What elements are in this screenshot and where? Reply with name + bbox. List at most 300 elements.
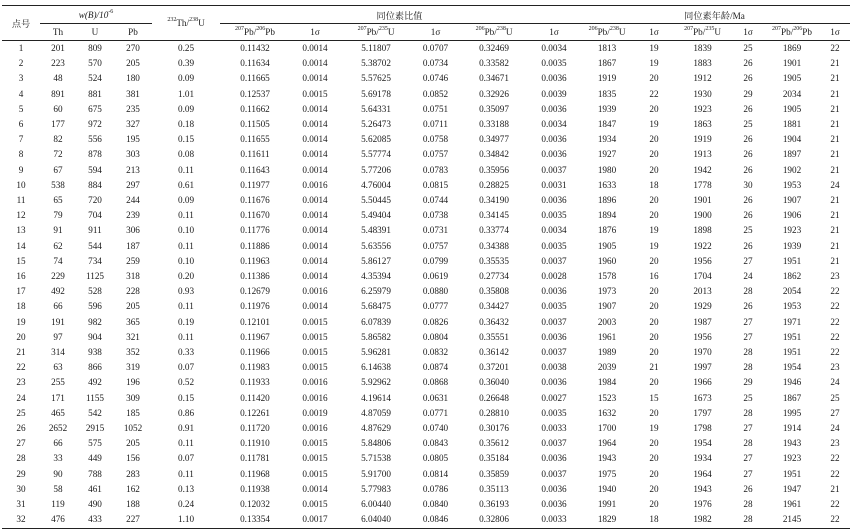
ratio-pb207-pb206-cell: 0.12032 bbox=[240, 499, 270, 510]
th-cell: 191 bbox=[51, 316, 65, 327]
sigma-cell: 0.0034 bbox=[541, 43, 567, 53]
table-row bbox=[2, 87, 850, 102]
ratio-pb207-pb206-cell: 0.12101 bbox=[240, 316, 270, 327]
u-cell: 524 bbox=[88, 73, 102, 84]
ratio-pb206-u238-cell: 0.33582 bbox=[479, 58, 509, 69]
ratio-pb207-u235-cell: 5.77206 bbox=[361, 164, 391, 175]
sigma-cell: 0.0036 bbox=[541, 134, 567, 145]
sigma-cell: 21 bbox=[830, 134, 840, 145]
age-pb207-u235-cell: 1912 bbox=[693, 73, 712, 84]
sigma-cell: 28 bbox=[743, 347, 753, 358]
age-pb207-pb206-cell: 1961 bbox=[782, 499, 802, 510]
table-row bbox=[2, 193, 850, 208]
pb-cell: 235 bbox=[126, 103, 140, 114]
sigma-cell: 16 bbox=[649, 271, 659, 282]
ratio-pb207-u235-cell: 5.11807 bbox=[361, 43, 391, 53]
sigma-cell: 22 bbox=[830, 499, 840, 510]
sigma-cell: 20 bbox=[649, 301, 659, 312]
u-cell: 2915 bbox=[85, 423, 105, 434]
ratio-pb206-u238-cell: 0.33774 bbox=[479, 225, 509, 236]
ratio-pb207-u235-cell: 5.86127 bbox=[361, 255, 391, 266]
age-pb206-u238-cell: 1980 bbox=[597, 164, 617, 175]
th-u-ratio-cell: 0.10 bbox=[177, 225, 195, 236]
sigma-cell: 0.0016 bbox=[302, 423, 328, 434]
age-pb207-u235-cell: 1863 bbox=[693, 119, 712, 130]
age-pb206-u238-cell: 1829 bbox=[579, 512, 635, 528]
table-row bbox=[2, 360, 850, 375]
table-row bbox=[2, 451, 850, 466]
ratio-pb207-pb206-cell: 0.11386 bbox=[240, 271, 270, 282]
sigma-cell: 0.0014 bbox=[302, 225, 328, 236]
sigma-cell: 0.0631 bbox=[422, 392, 449, 403]
table-row bbox=[2, 421, 850, 436]
u-cell: 490 bbox=[88, 499, 102, 510]
sigma-cell: 0.0015 bbox=[302, 468, 328, 479]
sigma-cell: 21 bbox=[830, 225, 840, 236]
point-cell: 22 bbox=[16, 362, 26, 373]
u-cell: 528 bbox=[88, 286, 102, 297]
point-cell: 5 bbox=[18, 103, 24, 114]
th-cell: 201 bbox=[51, 43, 65, 53]
age-pb207-u235-header: $^{207}$Pb/$^{235}$U bbox=[673, 24, 732, 41]
th-u-ratio-cell: 0.11 bbox=[178, 210, 194, 221]
th-u-ratio-cell: 1.01 bbox=[177, 88, 195, 99]
sigma-cell: 26 bbox=[743, 195, 753, 206]
point-cell: 26 bbox=[16, 423, 26, 434]
sigma-cell: 24 bbox=[743, 271, 753, 282]
ratio-pb207-u235-cell: 4.76004 bbox=[361, 179, 391, 190]
sigma-cell: 0.0039 bbox=[541, 88, 567, 99]
age-pb207-u235-cell: 1982 bbox=[673, 512, 732, 528]
pb-cell: 297 bbox=[126, 179, 140, 190]
sigma-cell: 19 bbox=[649, 58, 659, 69]
u-cell: 433 bbox=[76, 512, 114, 528]
th-cell: 91 bbox=[53, 225, 63, 236]
sigma-cell: 27 bbox=[743, 255, 753, 266]
th-u-ratio-cell: 0.24 bbox=[177, 499, 195, 510]
sigma-cell: 21 bbox=[830, 73, 840, 84]
pb-cell: 195 bbox=[126, 134, 140, 145]
th-header: Th bbox=[40, 24, 76, 41]
ratio-pb207-pb206-cell: 0.11977 bbox=[240, 179, 270, 190]
sigma-cell: 21 bbox=[830, 195, 840, 206]
pb-cell: 205 bbox=[126, 301, 140, 312]
point-cell: 31 bbox=[16, 499, 26, 510]
th-u-ratio-cell: 0.08 bbox=[177, 149, 195, 160]
ratio-pb207-pb206-cell: 0.11676 bbox=[240, 195, 270, 206]
ratio-pb207-u235-cell: 6.00440 bbox=[361, 499, 391, 510]
ratio-pb207-pb206-cell: 0.11938 bbox=[240, 483, 270, 494]
th-cell: 74 bbox=[53, 255, 63, 266]
age-pb207-u235-cell: 1964 bbox=[693, 468, 712, 479]
u-cell: 788 bbox=[88, 468, 102, 479]
pb-cell: 244 bbox=[126, 195, 140, 206]
th-cell: 48 bbox=[53, 73, 63, 84]
sigma-cell: 25 bbox=[743, 43, 753, 53]
sigma-cell: 0.0016 bbox=[302, 179, 328, 190]
ratio-pb207-u235-cell: 6.07839 bbox=[361, 316, 391, 327]
th-u-ratio-cell: 0.18 bbox=[177, 119, 195, 130]
ratio-pb207-u235-cell: 6.14638 bbox=[361, 362, 391, 373]
sigma-cell: 0.0014 bbox=[302, 164, 328, 175]
sigma-cell: 0.0037 bbox=[541, 316, 567, 327]
table-row bbox=[2, 163, 850, 178]
age-pb207-u235-cell: 1954 bbox=[693, 438, 712, 449]
age-pb206-u238-cell: 2003 bbox=[597, 316, 617, 327]
table-row bbox=[2, 436, 850, 451]
age-pb207-pb206-cell: 1862 bbox=[782, 271, 802, 282]
age-pb207-pb206-cell: 1953 bbox=[782, 179, 802, 190]
sigma-cell: 27 bbox=[743, 453, 753, 464]
point-cell: 32 bbox=[2, 512, 40, 528]
ratio-pb207-u235-header: $^{207}$Pb/$^{235}$U bbox=[340, 24, 412, 41]
th-u-ratio-cell: 0.93 bbox=[177, 286, 195, 297]
sigma-cell: 0.0840 bbox=[422, 499, 449, 510]
th-u-ratio-cell: 1.10 bbox=[152, 512, 220, 528]
sigma-cell: 0.0036 bbox=[541, 103, 567, 114]
age-pb207-pb206-cell: 1904 bbox=[782, 134, 802, 145]
th-cell: 314 bbox=[51, 347, 65, 358]
sigma-cell: 26 bbox=[743, 134, 753, 145]
age-pb207-pb206-cell: 1995 bbox=[782, 407, 802, 418]
point-cell: 29 bbox=[16, 468, 26, 479]
ratio-pb207-pb206-cell: 0.11968 bbox=[240, 468, 270, 479]
sigma-cell: 28 bbox=[732, 512, 764, 528]
sigma-cell: 0.0019 bbox=[302, 407, 328, 418]
ratio-pb207-u235-cell: 5.69178 bbox=[361, 88, 391, 99]
ratio-pb207-u235-cell: 5.86582 bbox=[361, 331, 391, 342]
ratio-pb206-u238-cell: 0.36142 bbox=[479, 347, 509, 358]
age-pb206-u238-cell: 1989 bbox=[597, 347, 617, 358]
age-pb207-pb206-cell: 2034 bbox=[782, 88, 802, 99]
sigma-cell: 0.0751 bbox=[422, 103, 449, 114]
sigma-cell: 29 bbox=[743, 377, 753, 388]
pb-cell: 270 bbox=[126, 43, 140, 53]
ratio-pb207-u235-cell: 5.48391 bbox=[361, 225, 391, 236]
sigma-cell: 0.0707 bbox=[422, 43, 449, 53]
sigma-cell: 0.0014 bbox=[302, 119, 328, 130]
sigma-cell: 0.0757 bbox=[422, 149, 449, 160]
point-cell: 21 bbox=[16, 347, 26, 358]
sigma-cell: 0.0014 bbox=[302, 301, 328, 312]
sigma-cell: 0.0038 bbox=[541, 362, 567, 373]
isotope-age-group-header: 同位素年龄/Ma bbox=[579, 6, 850, 24]
age-pb207-u235-cell: 1956 bbox=[693, 255, 712, 266]
table-row bbox=[2, 41, 850, 57]
ratio-pb207-pb206-cell: 0.11886 bbox=[240, 240, 270, 251]
table-row bbox=[2, 71, 850, 86]
sigma-cell: 22 bbox=[820, 512, 850, 528]
sigma-cell: 22 bbox=[830, 468, 840, 479]
age-pb207-u235-cell: 1930 bbox=[693, 88, 712, 99]
u-cell: 596 bbox=[88, 301, 102, 312]
sigma-cell: 0.0015 bbox=[302, 88, 328, 99]
age-pb207-u235-cell: 1976 bbox=[693, 499, 712, 510]
u-cell: 544 bbox=[88, 240, 102, 251]
ratio-pb207-pb206-cell: 0.11967 bbox=[240, 331, 270, 342]
sigma-cell: 20 bbox=[649, 331, 659, 342]
pb-cell: 319 bbox=[126, 362, 140, 373]
sigma-cell: 0.0832 bbox=[422, 347, 449, 358]
th-cell: 62 bbox=[53, 240, 63, 251]
table-row bbox=[2, 117, 850, 132]
sigma-cell: 20 bbox=[649, 195, 659, 206]
sigma-cell: 23 bbox=[830, 271, 840, 282]
age-pb207-u235-cell: 1970 bbox=[693, 347, 712, 358]
age-pb207-u235-cell: 1778 bbox=[693, 179, 712, 190]
table-row bbox=[2, 223, 850, 238]
ratio-pb207-u235-cell: 5.92962 bbox=[361, 377, 391, 388]
u-cell: 449 bbox=[88, 453, 102, 464]
sigma-cell: 0.0014 bbox=[302, 240, 328, 251]
ratio-pb206-u238-cell: 0.30176 bbox=[479, 423, 509, 434]
th-cell: 229 bbox=[51, 271, 65, 282]
ratio-pb206-u238-cell: 0.36193 bbox=[479, 499, 509, 510]
sigma-cell: 0.0799 bbox=[422, 255, 449, 266]
ratio-pb207-pb206-cell: 0.13354 bbox=[220, 512, 290, 528]
sigma-cell: 21 bbox=[830, 103, 840, 114]
sigma-cell: 20 bbox=[649, 377, 659, 388]
ratio-pb206-u238-cell: 0.35097 bbox=[479, 103, 509, 114]
ratio-pb206-u238-cell: 0.35859 bbox=[479, 468, 509, 479]
ratio-pb207-pb206-cell: 0.12679 bbox=[240, 286, 270, 297]
point-cell: 12 bbox=[16, 210, 26, 221]
sigma-cell: 20 bbox=[649, 438, 659, 449]
sigma-cell: 0.0880 bbox=[422, 286, 449, 297]
age-pb207-pb206-cell: 1943 bbox=[782, 438, 802, 449]
th-cell: 66 bbox=[53, 438, 63, 449]
sigma-cell: 28 bbox=[743, 438, 753, 449]
sigma-cell: 0.0034 bbox=[541, 225, 567, 236]
th-cell: 65 bbox=[53, 195, 63, 206]
sigma-cell: 19 bbox=[649, 423, 659, 434]
u-cell: 1125 bbox=[85, 271, 105, 282]
age-pb206-u238-cell: 1700 bbox=[597, 423, 617, 434]
th-cell: 538 bbox=[51, 179, 65, 190]
pb-cell: 365 bbox=[126, 316, 140, 327]
ratio-pb207-pb206-cell: 0.11611 bbox=[240, 149, 270, 160]
table-body bbox=[2, 41, 850, 529]
sigma-cell: 0.0028 bbox=[541, 271, 567, 282]
age-pb206-u238-cell: 1927 bbox=[597, 149, 617, 160]
sigma-cell: 28 bbox=[743, 407, 753, 418]
age-pb206-u238-cell: 1632 bbox=[597, 407, 617, 418]
sigma-cell: 0.0036 bbox=[541, 499, 567, 510]
age-pb206-u238-cell: 1964 bbox=[597, 438, 617, 449]
pb-header: Pb bbox=[114, 24, 152, 41]
pb-cell: 327 bbox=[126, 119, 140, 130]
age-pb207-pb206-cell: 1901 bbox=[782, 58, 802, 69]
th-u-ratio-cell: 0.09 bbox=[177, 195, 195, 206]
sigma-cell: 0.0036 bbox=[541, 149, 567, 160]
sigma-cell: 24 bbox=[830, 179, 840, 190]
sigma-cell: 0.0757 bbox=[422, 240, 449, 251]
sigma-cell: 0.0874 bbox=[422, 362, 449, 373]
sigma-cell: 21 bbox=[830, 240, 840, 251]
th-u-ratio-cell: 0.10 bbox=[177, 255, 195, 266]
sigma-cell: 0.0035 bbox=[541, 240, 567, 251]
age-pb207-pb206-cell: 1951 bbox=[782, 255, 802, 266]
pb-cell: 259 bbox=[126, 255, 140, 266]
point-cell: 13 bbox=[16, 225, 26, 236]
ratio-pb206-u238-cell: 0.28810 bbox=[479, 407, 509, 418]
u-cell: 556 bbox=[88, 134, 102, 145]
ratio-pb206-u238-cell: 0.26648 bbox=[479, 392, 509, 403]
age-pb207-u235-cell: 2013 bbox=[693, 286, 712, 297]
sigma-cell: 0.0027 bbox=[541, 392, 567, 403]
sigma-cell: 0.0015 bbox=[302, 438, 328, 449]
sigma-cell: 0.0034 bbox=[541, 119, 567, 130]
th-cell: 119 bbox=[51, 499, 65, 510]
ratio-pb207-u235-cell: 4.87629 bbox=[361, 423, 391, 434]
ratio-pb207-u235-cell: 5.91700 bbox=[361, 468, 391, 479]
sigma-cell: 19 bbox=[649, 225, 659, 236]
age-pb206-u238-cell: 1847 bbox=[597, 119, 617, 130]
pb-cell: 185 bbox=[126, 407, 140, 418]
sigma-cell: 0.0786 bbox=[422, 483, 449, 494]
pb-cell: 156 bbox=[126, 453, 140, 464]
sigma-cell: 22 bbox=[830, 331, 840, 342]
u-cell: 734 bbox=[88, 255, 102, 266]
sigma-cell: 0.0014 bbox=[302, 255, 328, 266]
table-row bbox=[2, 375, 850, 390]
sigma-cell: 0.0014 bbox=[302, 149, 328, 160]
sigma-cell: 24 bbox=[830, 377, 840, 388]
th-cell: 63 bbox=[53, 362, 63, 373]
sigma-cell: 0.0711 bbox=[423, 119, 448, 130]
u-cell: 542 bbox=[88, 407, 102, 418]
pb-cell: 239 bbox=[126, 210, 140, 221]
age-pb206-u238-cell: 1961 bbox=[597, 331, 617, 342]
point-cell: 30 bbox=[16, 483, 26, 494]
table-row bbox=[2, 391, 850, 406]
ratio-pb207-u235-cell: 5.84806 bbox=[361, 438, 391, 449]
pb-cell: 321 bbox=[126, 331, 140, 342]
sigma-cell: 0.0036 bbox=[541, 377, 567, 388]
age-pb207-pb206-cell: 1947 bbox=[782, 483, 802, 494]
sigma-cell: 27 bbox=[743, 331, 753, 342]
th-cell: 492 bbox=[51, 286, 65, 297]
ratio-pb207-pb206-cell: 0.11781 bbox=[240, 453, 270, 464]
sigma-header: 1σ bbox=[529, 24, 579, 41]
ratio-pb207-pb206-cell: 0.11665 bbox=[240, 73, 270, 84]
th-cell: 255 bbox=[51, 377, 65, 388]
u-cell: 809 bbox=[88, 43, 102, 53]
age-pb207-pb206-cell: 2145 bbox=[764, 512, 820, 528]
pb-cell: 227 bbox=[114, 512, 152, 528]
th-cell: 72 bbox=[53, 149, 63, 160]
sigma-cell: 25 bbox=[743, 392, 753, 403]
sigma-cell: 22 bbox=[830, 43, 840, 53]
point-cell: 8 bbox=[18, 149, 24, 160]
pb-cell: 196 bbox=[126, 377, 140, 388]
sigma-cell: 20 bbox=[649, 316, 659, 327]
age-pb206-u238-cell: 1896 bbox=[597, 195, 617, 206]
ratio-pb207-u235-cell: 5.96281 bbox=[361, 347, 391, 358]
ratio-pb207-pb206-cell: 0.11963 bbox=[240, 255, 270, 266]
sigma-cell: 22 bbox=[830, 453, 840, 464]
table-row bbox=[2, 482, 850, 497]
ratio-pb207-pb206-cell: 0.11670 bbox=[240, 210, 270, 221]
sigma-cell: 20 bbox=[649, 149, 659, 160]
ratio-pb206-u238-cell: 0.37201 bbox=[479, 362, 509, 373]
u-cell: 675 bbox=[88, 103, 102, 114]
u-cell: 904 bbox=[88, 331, 102, 342]
sigma-cell: 0.0031 bbox=[541, 179, 567, 190]
sigma-cell: 0.0814 bbox=[422, 468, 449, 479]
sigma-cell: 0.0037 bbox=[541, 468, 567, 479]
age-pb207-pb206-cell: 1897 bbox=[782, 149, 802, 160]
ratio-pb207-u235-cell: 4.87059 bbox=[361, 407, 391, 418]
pb-cell: 187 bbox=[126, 240, 140, 251]
th-u-ratio-cell: 0.61 bbox=[177, 179, 195, 190]
age-pb207-pb206-cell: 1905 bbox=[782, 103, 802, 114]
sigma-cell: 0.0036 bbox=[541, 453, 567, 464]
sigma-cell: 0.0037 bbox=[541, 438, 567, 449]
age-pb207-u235-cell: 1673 bbox=[693, 392, 712, 403]
age-pb206-u238-cell: 1813 bbox=[597, 43, 617, 53]
sigma-cell: 0.0036 bbox=[541, 195, 567, 206]
age-pb206-u238-cell: 1973 bbox=[597, 286, 617, 297]
pb-cell: 188 bbox=[126, 499, 140, 510]
sigma-cell: 20 bbox=[649, 134, 659, 145]
sigma-header: 1σ bbox=[290, 24, 340, 41]
sigma-cell: 24 bbox=[830, 423, 840, 434]
sigma-cell: 20 bbox=[649, 103, 659, 114]
point-cell: 20 bbox=[16, 331, 26, 342]
u-cell: 911 bbox=[88, 225, 102, 236]
ratio-pb206-u238-cell: 0.34671 bbox=[479, 73, 509, 84]
sigma-cell: 19 bbox=[649, 240, 659, 251]
ratio-pb207-pb206-cell: 0.12537 bbox=[240, 88, 270, 99]
sigma-cell: 21 bbox=[649, 362, 659, 373]
pb-cell: 381 bbox=[126, 88, 140, 99]
th-cell: 67 bbox=[53, 164, 63, 175]
sigma-cell: 21 bbox=[830, 88, 840, 99]
ratio-pb207-u235-cell: 5.71538 bbox=[361, 453, 391, 464]
age-pb207-pb206-header: $^{207}$Pb/$^{206}$Pb bbox=[764, 24, 820, 41]
pb-cell: 180 bbox=[126, 73, 140, 84]
sigma-cell: 26 bbox=[743, 73, 753, 84]
th-u-ratio-cell: 0.39 bbox=[177, 58, 195, 69]
age-pb207-pb206-cell: 1954 bbox=[782, 362, 802, 373]
u-cell: 881 bbox=[88, 88, 102, 99]
ratio-pb206-u238-cell: 0.34427 bbox=[479, 301, 509, 312]
table-row bbox=[2, 299, 850, 314]
sigma-cell: 26 bbox=[743, 483, 753, 494]
th-u-ratio-header: $^{232}$Th/$^{238}$U bbox=[152, 6, 220, 41]
point-cell: 11 bbox=[16, 195, 26, 206]
sigma-cell: 27 bbox=[743, 468, 753, 479]
point-cell: 27 bbox=[16, 438, 26, 449]
ratio-pb207-u235-cell: 5.57625 bbox=[361, 73, 391, 84]
ratio-pb207-pb206-header: $^{207}$Pb/$^{206}$Pb bbox=[220, 24, 290, 41]
th-u-ratio-cell: 0.11 bbox=[178, 164, 194, 175]
ratio-pb207-pb206-cell: 0.11720 bbox=[240, 423, 270, 434]
sigma-cell: 0.0033 bbox=[529, 512, 579, 528]
sigma-cell: 0.0014 bbox=[302, 483, 328, 494]
age-pb207-u235-cell: 1798 bbox=[693, 423, 712, 434]
th-u-ratio-cell: 0.09 bbox=[177, 73, 195, 84]
sigma-cell: 21 bbox=[830, 210, 840, 221]
sigma-cell: 0.0036 bbox=[541, 483, 567, 494]
point-cell: 10 bbox=[16, 179, 26, 190]
sigma-cell: 0.0037 bbox=[541, 347, 567, 358]
age-pb206-u238-cell: 1919 bbox=[597, 73, 617, 84]
u-cell: 884 bbox=[88, 179, 102, 190]
u-cell: 575 bbox=[88, 438, 102, 449]
u-cell: 938 bbox=[88, 347, 102, 358]
